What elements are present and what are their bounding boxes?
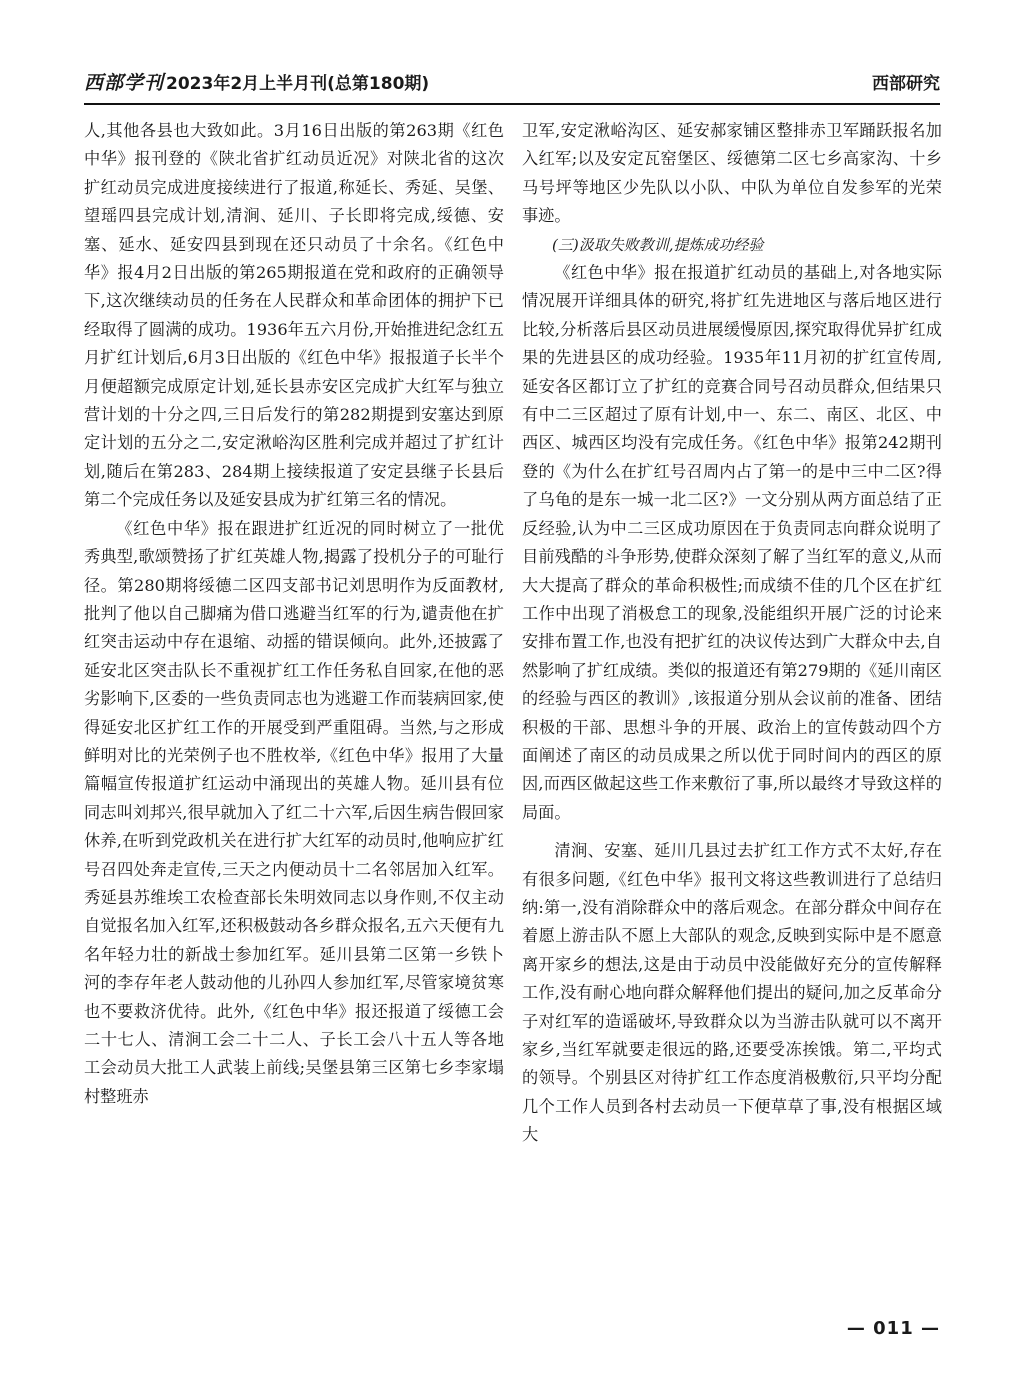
right-paragraph-continued: 卫军,安定湫峪沟区、延安郝家铺区整排赤卫军踊跃报名加入红军;以及安定瓦窑堡区、绥德第二区七乡高家沟、十乡马号坪等地区少先队以小队、中队为单位自发参军的光荣事迹。	[522, 121, 942, 226]
left-column	[84, 117, 504, 1111]
header-rule	[84, 103, 940, 105]
left-paragraph: 《红色中华》报在跟进扩红近况的同时树立了一批优秀典型,歌颂赞扬了扩红英雄人物,揭露了投机分子的可耻行径。第280期将绥德二区四支部书记刘思明作为反面教材,批判了他以自己脚痛为借口逃避当红军的行为,谴责他在扩红突击运动中存在退缩、动摇的错误倾向。此外,还披露了延安北区突击队长不重视扩红工作任务私自回家,在他的恶劣影响下,区委的一些负责同志也为逃避工作而装病回家,使得延安北区扩红工作的开展受到严重阻碍。当然,与之形成鲜明对比的光荣例子也不胜枚举,《红色中华》报用了大量篇幅宣传报道扩红运动中涌现出的英雄人物。延川县有位同志叫刘邦兴,很早就加入了红二十六军,后因生病告假回家休养,在听到党政机关在进行扩大红军的动员时,他响应扩红号召四处奔走宣传,三天之内便动员十二名邻居加入红军。秀延县苏维埃工农检查部长朱明效同志以身作则,不仅主动自觉报名加入红军,还积极鼓动各乡群众报名,五六天便有九名年轻力壮的新战士参加红军。延川县第二区第一乡铁卜河的李存年老人鼓动他的儿孙四人参加红军,尽管家境贫寒也不要救济优待。此外,《红色中华》报还报道了绥德工会二十七人、清涧工会二十二人、子长工会八十五人等各地工会动员大批工人武装上前线;吴堡县第三区第七乡李家塌村整班赤	[84, 518, 504, 1106]
right-paragraph: 《红色中华》报在报道扩红动员的基础上,对各地实际情况展开详细具体的研究,将扩红先进地区与落后地区进行比较,分析落后县区动员进展缓慢原因,探究取得优异扩红成果的先进县区的成功经验。1935年11月初的扩红宣传周,延安各区都订立了扩红的竞赛合同号召动员群众,但结果只有中二三区超过了原有计划,中一、东二、南区、北区、中西区、城西区均没有完成任务。《红色中华》报第242期刊登的《为什么在扩红号召周内占了第一的是中三中二区?得了乌龟的是东一城一北二区?》一文分别从两方面总结了正反经验,认为中二三区成功原因在于负责同志向群众说明了目前残酷的斗争形势,使群众深刻了解了当红军的意义,从而大大提高了群众的革命积极性;而成绩不佳的几个区在扩红工作中出现了消极怠工的现象,没能组织开展广泛的讨论来安排布置工作,也没有把扩红的决议传达到广大群众中去,自然影响了扩红成绩。类似的报道还有第279期的《延川南区的经验与西区的教训》,该报道分别从会议前的准备、团结积极的干部、思想斗争的开展、政治上的宣传鼓动四个方面阐述了南区的动员成果之所以优于同时间内的西区的原因,而西区做起这些工作来敷衍了事,所以最终才导致这样的局面。	[522, 263, 942, 822]
page-number: — 011 —	[846, 1318, 940, 1339]
subsection-heading: (三)汲取失败教训,提炼成功经验	[552, 235, 764, 254]
journal-logo: 西部学刊	[84, 71, 165, 94]
right-paragraph: 清涧、安塞、延川几县过去扩红工作方式不太好,存在有很多问题,《红色中华》报刊文将这些教训进行了总结归纳:第一,没有消除群众中的落后观念。在部分群众中间存在着愿上游击队不愿上大部队的观念,反映到实际中是不愿意离开家乡的想法,这是由于动员中没能做好充分的宣传解释工作,没有耐心地向群众解释他们提出的疑问,加之反革命分子对红军的造谣破坏,导致群众以为当游击队就可以不离开家乡,当红军就要走很远的路,还要受冻挨饿。第二,平均式的领导。个别县区对待扩红工作态度消极敷衍,只平均分配几个工作人员到各村去动员一下便草草了事,没有根据区域大	[522, 841, 942, 1145]
section-title: 西部研究	[872, 73, 940, 94]
running-header	[84, 66, 940, 96]
issue-info: 2023年2月上半月刊(总第180期)	[166, 73, 430, 94]
header-left	[84, 68, 429, 95]
right-column	[522, 117, 942, 1150]
left-paragraph-continued: 人,其他各县也大致如此。3月16日出版的第263期《红色中华》报刊登的《陕北省扩红动员近况》对陕北省的这次扩红动员完成进度接续进行了报道,称延长、秀延、吴堡、望瑶四县完成计划,清涧、延川、子长即将完成,绥德、安塞、延水、延安四县到现在还只动员了十余名。《红色中华》报4月2日出版的第265期报道在党和政府的正确领导下,这次继续动员的任务在人民群众和革命团体的拥护下已经取得了圆满的成功。1936年五六月份,开始推进纪念红五月扩红计划后,6月3日出版的《红色中华》报报道子长半个月便超额完成原定计划,延长县赤安区完成扩大红军与独立营计划的十分之四,三日后发行的第282期提到安塞达到原定计划的五分之二,安定湫峪沟区胜利完成并超过了扩红计划,随后在第283、284期上接续报道了安定县继子长县后第二个完成任务以及延安县成为扩红第三名的情况。	[84, 121, 504, 510]
